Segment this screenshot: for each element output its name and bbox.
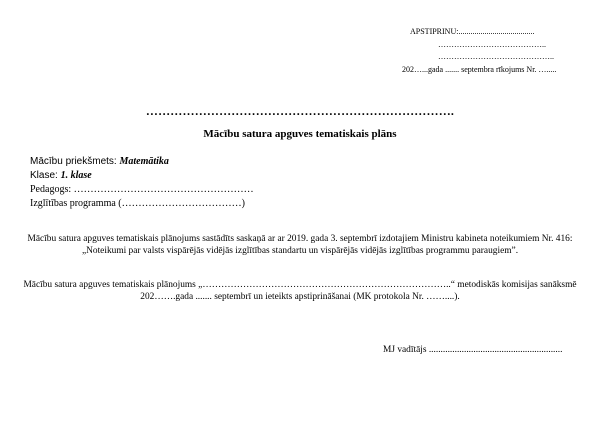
signature-line: MJ vadītājs .........................................................	[383, 345, 563, 355]
regulation-paragraph: Mācību satura apguves tematiskais plānojums sastādīts saskaņā ar ar 2019. gada 3. septembrī izdotajiem Ministru kabineta noteikumiem Nr. 416: „Noteikumi par valsts vispārējās vidējās izglītības standartu un vispārējās vidējās izglītības programmu paraugiem”.	[27, 234, 573, 256]
approval-line: APSTIPRINU:......................................	[410, 27, 535, 36]
approval-block	[402, 26, 570, 76]
school-name-placeholder: ………………………………………………………………….	[145, 104, 455, 118]
class-line	[30, 169, 254, 183]
teacher-line: Pedagogs: ………………………………………………	[30, 184, 254, 195]
subject-label: Mācību priekšmets:	[30, 156, 120, 167]
subject-value: Matemātika	[119, 156, 169, 167]
commission-paragraph: Mācību satura apguves tematiskais plānojums „……………………………………………………………………..“ metodiskās komisijas sanāksmē 202…….gada ....... septembrī un ieteikts apstiprināšanai (MK protokola Nr. ……....).	[23, 280, 577, 302]
program-line: Izglītības programma (………………………………)	[30, 198, 245, 209]
approval-order-line: 202…...gada ....... septembra rīkojums Nr. ….....	[402, 64, 557, 74]
info-block	[30, 155, 254, 211]
approval-dots-line: ……………………………………..	[438, 52, 554, 61]
document-title: Mācību satura apguves tematiskais plāns	[203, 128, 397, 140]
class-value: 1. klase	[60, 170, 92, 181]
approval-dots-line: …………………………………..	[438, 39, 546, 49]
class-label: Klase:	[30, 170, 61, 181]
subject-line	[30, 155, 254, 169]
